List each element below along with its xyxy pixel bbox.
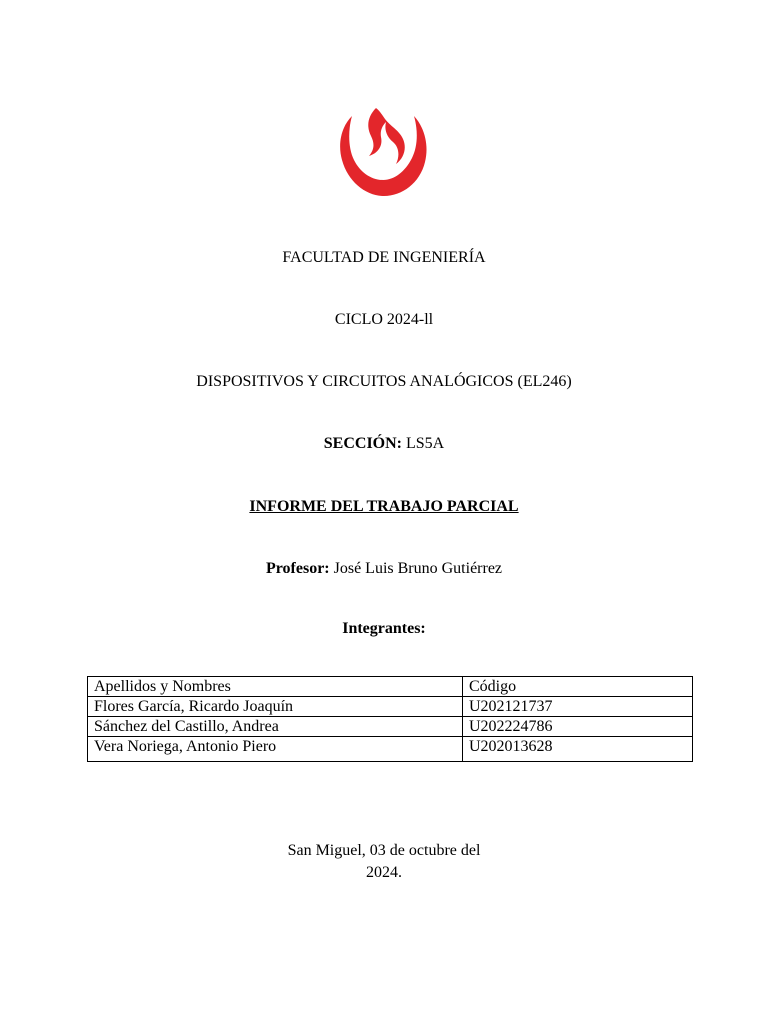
table-header-code: Código bbox=[463, 677, 693, 697]
member-name: Sánchez del Castillo, Andrea bbox=[88, 717, 463, 737]
member-code: U202013628 bbox=[463, 737, 693, 762]
member-code: U202121737 bbox=[463, 697, 693, 717]
member-name: Vera Noriega, Antonio Piero bbox=[88, 737, 463, 762]
academic-cycle: CICLO 2024-ll bbox=[334, 311, 434, 328]
table-row bbox=[88, 717, 693, 737]
place-and-date bbox=[0, 840, 768, 884]
place-date-line-1: San Miguel, 03 de octubre del bbox=[287, 842, 481, 859]
course-title: DISPOSITIVOS Y CIRCUITOS ANALÓGICOS (EL246) bbox=[196, 373, 572, 390]
table-header-row bbox=[88, 677, 693, 697]
members-label: Integrantes: bbox=[342, 620, 426, 637]
member-name: Flores García, Ricardo Joaquín bbox=[88, 697, 463, 717]
table-row bbox=[88, 737, 693, 762]
section-value: LS5A bbox=[406, 435, 445, 452]
section-label: SECCIÓN: bbox=[323, 435, 402, 452]
upc-flame-logo-icon bbox=[338, 106, 428, 198]
professor-label: Profesor: bbox=[265, 560, 330, 577]
faculty-title: FACULTAD DE INGENIERÍA bbox=[282, 249, 486, 266]
member-code: U202224786 bbox=[463, 717, 693, 737]
professor-name: José Luis Bruno Gutiérrez bbox=[333, 560, 503, 577]
report-title: INFORME DEL TRABAJO PARCIAL bbox=[249, 498, 519, 515]
table-header-name: Apellidos y Nombres bbox=[88, 677, 463, 697]
place-date-line-2: 2024. bbox=[366, 864, 402, 881]
professor-line bbox=[0, 559, 768, 579]
members-table bbox=[87, 676, 693, 762]
table-row bbox=[88, 697, 693, 717]
section-line bbox=[0, 434, 768, 454]
